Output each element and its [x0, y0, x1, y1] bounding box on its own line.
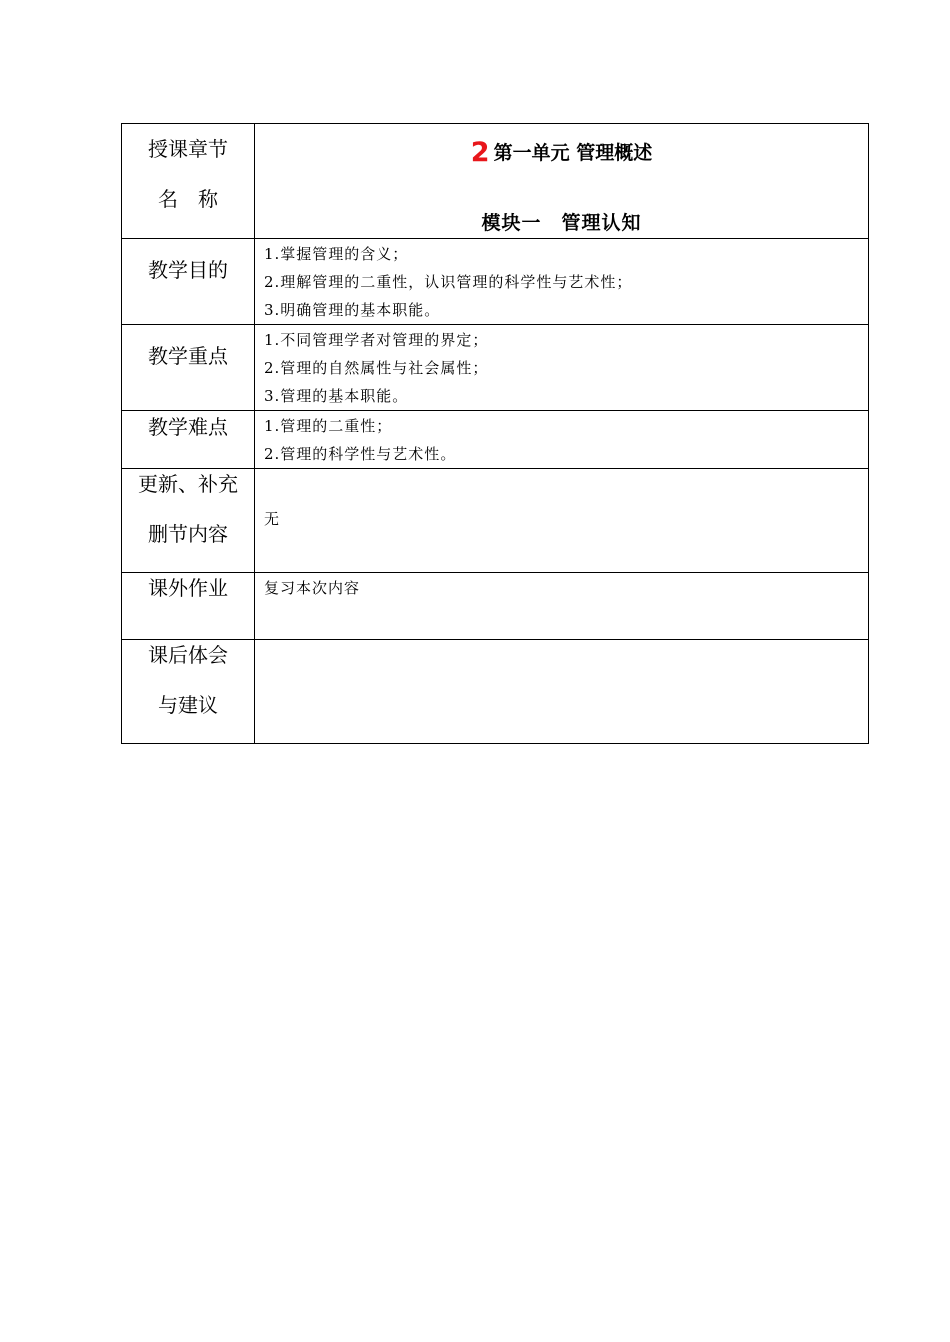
difficulties-label: 教学难点 [122, 411, 255, 469]
objectives-label: 教学目的 [122, 239, 255, 325]
chapter-title-text: 第一单元 管理概述 [493, 142, 653, 164]
updates-content [255, 469, 869, 573]
updates-label [122, 469, 255, 573]
homework-label: 课外作业 [122, 573, 255, 640]
objectives-item: 3.明确管理的基本职能。 [264, 301, 441, 319]
reflection-content [255, 640, 869, 744]
updates-row [122, 469, 869, 573]
key-points-item: 3.管理的基本职能。 [264, 387, 409, 405]
updates-label-line2: 删节内容 [148, 522, 228, 546]
objectives-row [122, 239, 869, 325]
updates-label-line1: 更新、补充 [138, 472, 238, 496]
chapter-label-line1: 授课章节 [148, 137, 228, 161]
chapter-row [122, 124, 869, 239]
chapter-label-line2: 名 称 [158, 187, 218, 211]
homework-content [255, 573, 869, 640]
key-points-row [122, 325, 869, 411]
objectives-content [255, 239, 869, 325]
lesson-plan-table [121, 123, 869, 744]
chapter-title [255, 138, 868, 168]
reflection-label-line2: 与建议 [158, 693, 218, 717]
key-points-content [255, 325, 869, 411]
chapter-number: 2 [470, 137, 490, 168]
chapter-label [122, 124, 255, 239]
homework-text: 复习本次内容 [264, 579, 361, 597]
difficulties-item: 1.管理的二重性； [264, 417, 393, 435]
key-points-label: 教学重点 [122, 325, 255, 411]
reflection-label-line1: 课后体会 [148, 643, 228, 667]
objectives-item: 1.掌握管理的含义； [264, 245, 409, 263]
difficulties-item: 2.管理的科学性与艺术性。 [264, 445, 457, 463]
chapter-subtitle: 模块一 管理认知 [481, 212, 642, 234]
reflection-row [122, 640, 869, 744]
key-points-item: 2.管理的自然属性与社会属性； [264, 359, 489, 377]
difficulties-content [255, 411, 869, 469]
updates-text: 无 [264, 509, 281, 528]
objectives-item: 2.理解管理的二重性，认识管理的科学性与艺术性； [264, 273, 633, 291]
reflection-label [122, 640, 255, 744]
chapter-title-cell [255, 124, 869, 239]
key-points-item: 1.不同管理学者对管理的界定； [264, 331, 489, 349]
